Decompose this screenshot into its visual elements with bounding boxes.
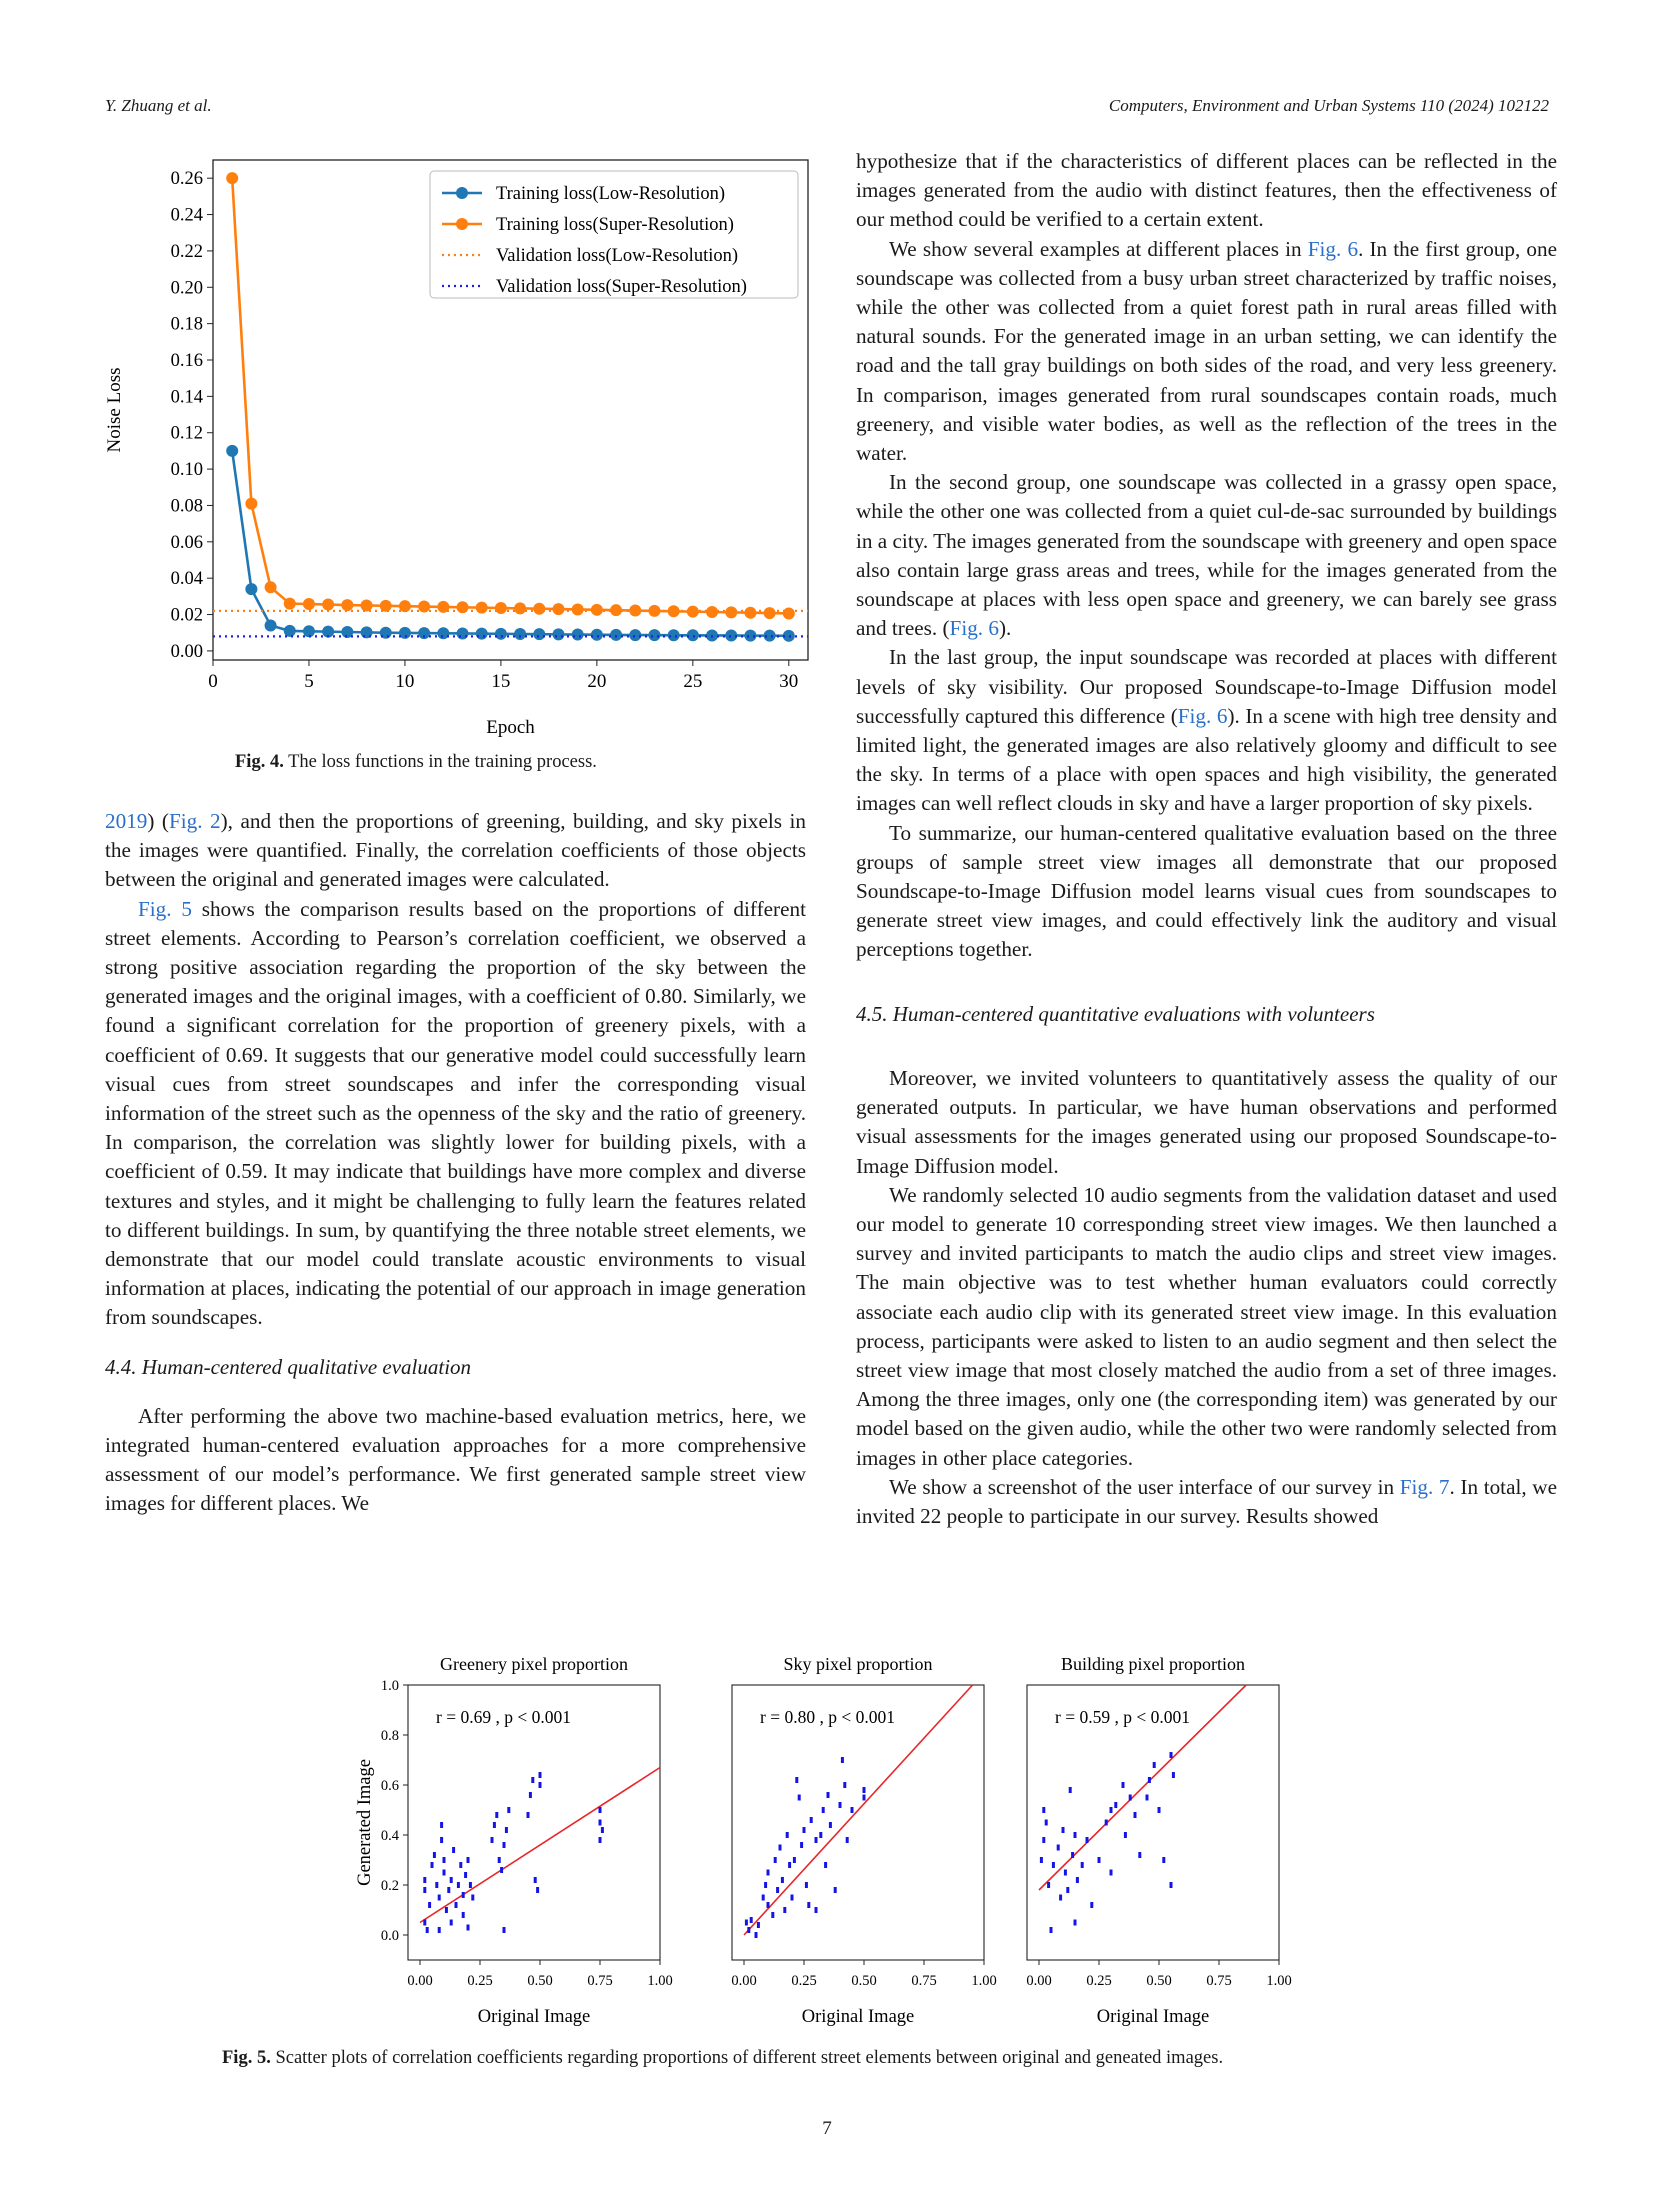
panel-3-point [1158,1807,1161,1813]
panel-3-x-axis-label: Original Image [1096,2007,1210,2027]
series-1-point [265,619,277,631]
series-2-point [495,602,507,614]
y-tick-label: 0.24 [170,205,203,226]
series-1-point [648,629,660,641]
panel-1-point [498,1857,501,1863]
right-paragraph-8: We show a screenshot of the user interface of our survey in Fig. 7. In total, we invited 22 people to participate in our survey. Results showed [856,1474,1557,1528]
panel-3-point [1170,1882,1173,1888]
panel-1-y-tick-label: 0.0 [380,1928,399,1944]
panel-1-point [457,1882,460,1888]
legend-label: Validation loss(Low-Resolution) [496,246,739,266]
panel-1-point [467,1857,470,1863]
panel-3-x-tick-label: 1.00 [1266,1973,1292,1989]
fig4-caption [235,752,597,773]
panel-2-point [822,1807,825,1813]
panel-1-point [491,1837,494,1843]
panel-1-point [426,1927,429,1933]
panel-1-point [459,1862,462,1868]
panel-2-point [851,1807,854,1813]
panel-2-point [776,1887,779,1893]
x-tick-label: 0 [208,671,218,692]
panel-2-x-tick-label: 0.25 [791,1973,817,1989]
panel-1-point [445,1907,448,1913]
panel-3-point [1172,1772,1175,1778]
y-tick-label: 0.20 [170,278,203,299]
panel-1-point [423,1877,426,1883]
panel-3-x-tick-label: 0.25 [1086,1973,1112,1989]
panel-3-point [1110,1870,1113,1876]
panel-3-point [1047,1882,1050,1888]
panel-1-point [440,1822,443,1828]
panel-2-point [815,1837,818,1843]
panel-1-point [438,1927,441,1933]
panel-1-title: Greenery pixel proportion [440,1654,628,1674]
panel-2-point [834,1887,837,1893]
panel-1-point [435,1882,438,1888]
panel-3-point [1066,1887,1069,1893]
panel-2-point [757,1922,760,1928]
panel-3-point [1074,1920,1077,1926]
y-tick-label: 0.18 [170,314,203,335]
panel-2-point [827,1792,830,1798]
series-2-point [226,172,238,184]
y-tick-label: 0.02 [170,605,203,626]
panel-2-point [755,1932,758,1938]
panel-2-point [779,1845,782,1851]
legend-label: Training loss(Low-Resolution) [496,184,726,204]
series-1-point [476,628,488,640]
panel-2-point [774,1857,777,1863]
panel-1-y-axis-label: Generated Image [355,1759,375,1886]
panel-3-point [1146,1795,1149,1801]
panel-3-point [1052,1862,1055,1868]
panel-3-point [1062,1827,1065,1833]
series-1-point [572,629,584,641]
panel-2-x-axis-label: Original Image [801,2007,915,2027]
panel-3-point [1124,1832,1127,1838]
panel-1-point [601,1827,604,1833]
fig4-caption-label: Fig. 4. [235,752,284,772]
series-1-point [552,628,564,640]
right-paragraph-2: We show several examples at different places in Fig. 6. In the first group, one soundscape was collected from a busy urban street characterized by traffic noises, while the other was collected from a quiet forest path in rural areas filled with natural sounds. For the generated image in an urban setting, we can identify the road and the tall gray buildings on both sides of the road, and very less greenery. In comparison, images generated from rural soundscapes contain roads, much greenery, and visible water bodies, as well as the reflection of the trees in the water. [856,236,1558,466]
y-tick-label: 0.22 [170,241,203,262]
fig5-scatter-plots [340,1630,1340,2040]
y-axis-label: Noise Loss [104,367,125,453]
panel-1-point [539,1782,542,1788]
fig6-link[interactable]: Fig. 6 [1307,236,1359,261]
fig4-caption-text: The loss functions in the training process. [288,752,597,772]
panel-3-point [1069,1787,1072,1793]
panel-1-y-tick-label: 0.8 [380,1728,399,1744]
right-paragraph-3: In the second group, one soundscape was collected in a grassy open space, while the other one was collected from a quiet cul-de-sac surrounded by buildings in a city. The images generated from the soundscape with greenery and open space also contain large grass areas and trees, while for the images generated from the soundscape at places with less open space and greenery, we can barely see grass and trees. (Fig. 6). [856,470,1557,641]
panel-1-y-tick-label: 0.2 [380,1878,399,1894]
panel-3-point [1122,1782,1125,1788]
x-axis-label: Epoch [486,717,535,738]
panel-2-point [841,1757,844,1763]
series-2-point [744,607,756,619]
panel-2-point [800,1842,803,1848]
panel-1-fit-line [420,1768,660,1923]
panel-1-point [534,1877,537,1883]
panel-1-point [471,1895,474,1901]
series-2-point [552,603,564,615]
series-1-point [514,628,526,640]
panel-3-point [1148,1777,1151,1783]
panel-3-point [1064,1870,1067,1876]
panel-1-point [440,1837,443,1843]
panel-1-point [467,1925,470,1931]
panel-2-point [791,1895,794,1901]
panel-1-point [599,1837,602,1843]
panel-2-point [846,1837,849,1843]
left-paragraph-2: Fig. 5 shows the comparison results based on the proportions of different street elements. According to Pearson’s correlation coefficient, we observed a strong positive association regarding the proportion of the sky between the generated images and the original images, with a coefficient of 0.80. Similarly, we found a significant correlation for the proportion of greenery pixels, with a coefficient of 0.69. It suggests that our generative model could successfully learn visual cues from street soundscapes and infer the corresponding visual information of the street such as the openness of the sky and the ratio of greenery. In comparison, the correlation was slightly lower for building pixels, with a coefficient of 0.59. It may indicate that buildings have more complex and diverse textures and styles, and it might be challenging to fully learn the features related to different buildings. In sum, by quantifying the three notable street elements, we demonstrate that our model could translate acoustic environments to visual information at places, indicating the potential of our approach in image generation from soundscapes. [105,896,806,1330]
y-tick-label: 0.12 [170,423,203,444]
citation-link-2019[interactable]: 2019 [105,809,148,833]
right-paragraph-1: hypothesize that if the characteristics of different places can be reflected in the images generated from the audio with distinct features, then the effectiveness of our method could be verified to a certain extent. [856,149,1557,232]
series-1-point [591,629,603,641]
fig4-loss-chart [100,150,820,750]
panel-2-point [824,1862,827,1868]
panel-2-x-tick-label: 0.00 [731,1973,757,1989]
fig6-link[interactable]: Fig. 6 [1177,703,1228,728]
panel-3-point [1114,1802,1117,1808]
panel-2-x-tick-label: 0.50 [851,1973,877,1989]
y-tick-label: 0.04 [170,569,203,590]
legend-swatch-marker [456,218,468,230]
series-2-point [265,581,277,593]
panel-3-point [1134,1812,1137,1818]
panel-1-annotation: r = 0.69 , p < 0.001 [436,1707,571,1727]
x-tick-label: 15 [491,671,511,692]
right-paragraph-7: We randomly selected 10 audio segments from the validation dataset and used our model to generate 10 corresponding street view images. We then launched a survey and invited participants to match the audio clips and street view images. The main objective was to test whether human evaluators could correctly associate each audio clip with its generated street view image. In this evaluation process, participants were asked to listen to an audio segment and then select the street view image that most closely matched the audio from a set of three images. Among the three images, only one (the corresponding item) was generated by our model based on the given audio, while the other two were randomly selected from images in other place categories. [856,1182,1557,1470]
panel-2-point [786,1832,789,1838]
panel-2-annotation: r = 0.80 , p < 0.001 [760,1707,895,1727]
panel-1-point [452,1847,455,1853]
series-1-point [610,629,622,641]
series-1-point [437,627,449,639]
panel-1-point [539,1772,542,1778]
panel-3-point [1081,1862,1084,1868]
series-1-point [284,625,296,637]
running-header-authors: Y. Zhuang et al. [105,96,212,115]
series-1-point [245,583,257,595]
series-2-point [533,603,545,615]
panel-3-point [1090,1902,1093,1908]
left-column [105,807,806,1519]
series-2-point [572,603,584,615]
panel-2-point [805,1882,808,1888]
panel-1-point [503,1927,506,1933]
panel-1-point [531,1777,534,1783]
panel-1-point [431,1862,434,1868]
panel-1-point [527,1812,530,1818]
panel-3-point [1105,1820,1108,1826]
panel-2-point [829,1822,832,1828]
panel-2-point [747,1927,750,1933]
panel-1-point [536,1887,539,1893]
panel-2-point [762,1895,765,1901]
panel-1-point [529,1792,532,1798]
panel-1-point [505,1827,508,1833]
panel-1-point [464,1872,467,1878]
panel-3-point [1071,1852,1074,1858]
panel-2-point [819,1832,822,1838]
section-heading-4-4: 4.4. Human-centered qualitative evaluation [105,1354,472,1379]
fig5-link[interactable]: Fig. 5 [138,896,192,921]
panel-3-annotation: r = 0.59 , p < 0.001 [1055,1707,1190,1727]
y-tick-label: 0.26 [170,169,203,190]
panel-2-point [815,1907,818,1913]
panel-1-y-tick-label: 0.6 [380,1778,399,1794]
panel-3-point [1076,1877,1079,1883]
panel-2-x-tick-label: 1.00 [971,1973,997,1989]
panel-3-x-tick-label: 0.00 [1026,1973,1052,1989]
panel-2-point [783,1907,786,1913]
panel-1-x-axis-label: Original Image [477,2007,591,2027]
x-tick-label: 30 [779,671,799,692]
panel-2-point [863,1795,866,1801]
panel-2-point [781,1877,784,1883]
fig5-caption [222,2048,1223,2069]
right-column [856,147,1557,1531]
panel-1-point [433,1852,436,1858]
y-tick-label: 0.00 [170,641,203,662]
y-tick-label: 0.16 [170,351,203,371]
fig2-link[interactable]: Fig. 2 [168,809,221,833]
series-2-point [303,598,315,610]
panel-1-point [443,1870,446,1876]
series-2-point [284,598,296,610]
panel-1-point [443,1857,446,1863]
series-2-point [514,602,526,614]
panel-1-point [455,1902,458,1908]
series-2-point [245,498,257,510]
y-tick-label: 0.10 [170,460,203,481]
panel-3-point [1153,1762,1156,1768]
panel-3-point [1129,1795,1132,1801]
panel-2-point [745,1920,748,1926]
panel-2-point [798,1795,801,1801]
panel-3-point [1059,1895,1062,1901]
panel-1-y-tick-label: 1.0 [380,1678,399,1694]
panel-1-point [495,1812,498,1818]
legend-swatch-marker [456,187,468,199]
panel-1-point [599,1820,602,1826]
panel-3-point [1162,1857,1165,1863]
legend-label: Training loss(Super-Resolution) [496,215,734,235]
series-2-point [725,606,737,618]
page-number: 7 [822,2118,832,2139]
panel-1-point [500,1867,503,1873]
panel-3-point [1110,1807,1113,1813]
series-2-point [764,607,776,619]
left-paragraph-1: 2019) (Fig. 2), and then the proportions of greening, building, and sky pixels in the images were quantified. Finally, the correlation coefficients of those objects between the original and generated images were calculated. [105,809,806,892]
right-paragraph-4: In the last group, the input soundscape was recorded at places with different levels of sky visibility. Our proposed Soundscape-to-Image Diffusion model successfully captured this difference (Fig. 6). In a scene with high tree density and limited light, the generated images are also relatively gloomy and difficult to see the sky. In terms of a place with open spaces and high visibility, the generated images can well reflect clouds in sky and have a larger proportion of sky pixels. [856,645,1557,816]
panel-3-x-tick-label: 0.75 [1206,1973,1232,1989]
series-1-point [495,628,507,640]
panel-1-point [507,1807,510,1813]
panel-2-x-tick-label: 0.75 [911,1973,937,1989]
x-tick-label: 5 [304,671,314,692]
panel-1-y-tick-label: 0.4 [380,1828,399,1844]
fig7-link[interactable]: Fig. 7 [1399,1474,1450,1499]
running-header-journal: Computers, Environment and Urban Systems 110 (2024) 102122 [1108,96,1549,115]
fig5-caption-label: Fig. 5. [222,2048,271,2068]
panel-2-point [795,1777,798,1783]
panel-2-point [788,1862,791,1868]
fig5-caption-text: Scatter plots of correlation coefficients regarding proportions of different street elements between original and geneated images. [275,2048,1224,2068]
panel-1-x-tick-label: 0.50 [527,1973,553,1989]
panel-1-x-tick-label: 0.75 [587,1973,613,1989]
panel-2-point [767,1902,770,1908]
x-tick-label: 25 [683,671,703,692]
panel-2-point [807,1902,810,1908]
x-tick-label: 10 [395,671,415,692]
series-2-point [322,599,334,611]
series-2-point [783,607,795,619]
right-paragraph-6: Moreover, we invited volunteers to quantitatively assess the quality of our generated outputs. In particular, we have human observations and performed visual assessments for the images generated using our proposed Soundscape-to-Image Diffusion model. [856,1065,1557,1178]
panel-3-point [1042,1837,1045,1843]
panel-3-point [1170,1752,1173,1758]
series-2-point [361,599,373,611]
series-2-point [341,599,353,611]
series-1-point [629,629,641,641]
panel-1-point [423,1887,426,1893]
panel-1-point [462,1912,465,1918]
panel-3-point [1074,1832,1077,1838]
panel-1-point [428,1902,431,1908]
panel-1-point [599,1807,602,1813]
panel-3-point [1138,1852,1141,1858]
panel-3-title: Building pixel proportion [1061,1654,1245,1674]
panel-2-point [793,1857,796,1863]
panel-1-point [450,1877,453,1883]
panel-2-point [771,1912,774,1918]
panel-2-title: Sky pixel proportion [783,1654,933,1674]
y-tick-label: 0.06 [170,532,203,553]
panel-3-point [1098,1857,1101,1863]
panel-1-x-tick-label: 0.25 [467,1973,493,1989]
panel-1-point [493,1822,496,1828]
panel-1-point [450,1920,453,1926]
series-1-point [226,445,238,457]
panel-3-point [1040,1857,1043,1863]
section-heading-4-5: 4.5. Human-centered quantitative evaluations with volunteers [856,1001,1375,1026]
panel-3-point [1045,1820,1048,1826]
panel-2-point [750,1917,753,1923]
y-tick-label: 0.08 [170,496,203,517]
panel-1-point [462,1892,465,1898]
x-tick-label: 20 [587,671,607,692]
panel-1-point [503,1842,506,1848]
panel-2-point [863,1787,866,1793]
series-1-point [457,627,469,639]
panel-3-x-tick-label: 0.50 [1146,1973,1172,1989]
y-tick-label: 0.14 [170,387,203,408]
legend-label: Validation loss(Super-Resolution) [496,277,747,297]
series-1-point [533,628,545,640]
panel-3-point [1042,1807,1045,1813]
panel-2-point [803,1827,806,1833]
panel-2-point [767,1870,770,1876]
panel-1-x-tick-label: 0.00 [407,1973,433,1989]
panel-3-point [1057,1845,1060,1851]
panel-2-point [839,1802,842,1808]
panel-1-point [438,1895,441,1901]
panel-1-x-tick-label: 1.00 [647,1973,673,1989]
panel-3-point [1086,1837,1089,1843]
panel-2-point [764,1882,767,1888]
panel-1-point [469,1882,472,1888]
panel-2-point [810,1817,813,1823]
panel-1-point [423,1920,426,1926]
left-paragraph-3: After performing the above two machine-based evaluation metrics, here, we integrated human-centered evaluation approaches for a more comprehensive assessment of our model’s performance. We first generated sample street view images for different places. We [105,1403,806,1516]
right-paragraph-5: To summarize, our human-centered qualitative evaluation based on the three groups of sample street view images all demonstrate that our proposed Soundscape-to-Image Diffusion model learns visual cues from soundscapes to generate street view images, and could effectively link the auditory and visual perceptions together. [856,820,1557,962]
panel-3-point [1050,1927,1053,1933]
panel-2-point [843,1782,846,1788]
panel-1-point [447,1887,450,1893]
fig6-link[interactable]: Fig. 6 [949,616,999,641]
